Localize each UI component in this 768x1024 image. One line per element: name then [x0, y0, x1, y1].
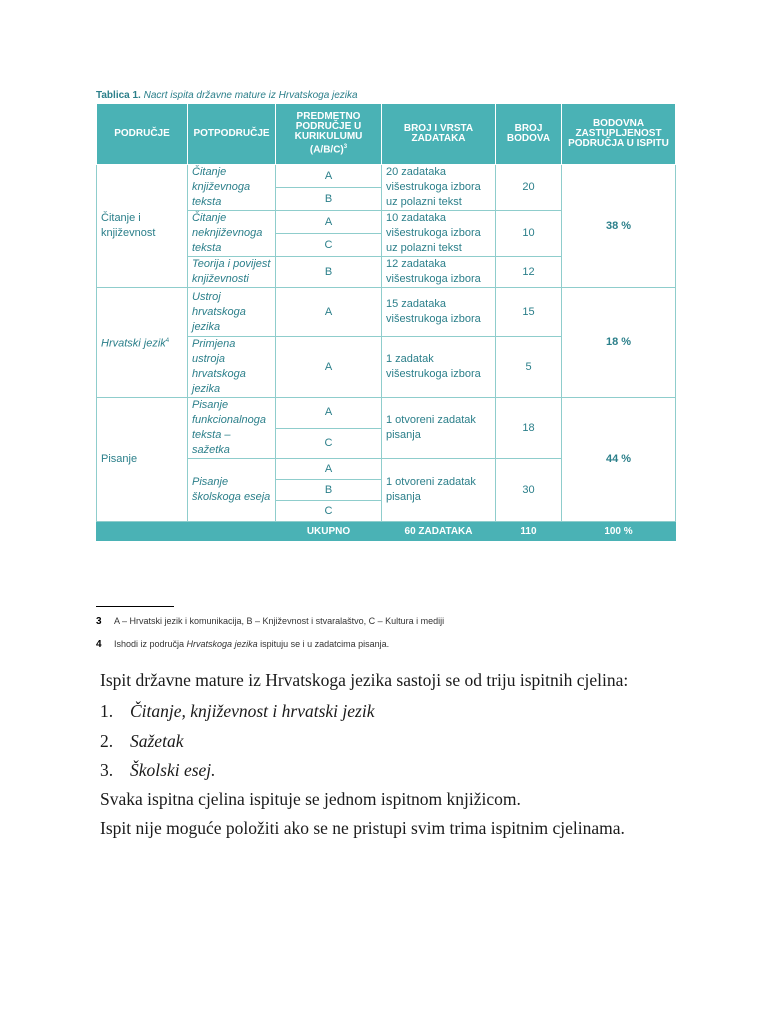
points-cell: 5	[496, 337, 562, 398]
share-cell: 18 %	[562, 288, 676, 398]
area-footnote-ref: 4	[165, 337, 170, 344]
footnote-3	[96, 616, 444, 627]
footnote-text-post: ispituju se i u zadatcima pisanja.	[257, 639, 390, 649]
subarea-cell: Pisanje školskoga eseja	[188, 459, 276, 522]
area-name: Hrvatski jezik	[101, 337, 166, 350]
intro-paragraph: Ispit državne mature iz Hrvatskoga jezika sastoji se od triju ispitnih cjelina:	[100, 670, 629, 690]
table-row	[97, 288, 676, 337]
footnote-number: 4	[96, 639, 102, 650]
table-header-row	[97, 104, 676, 165]
footnote-text-pre: Ishodi iz područja	[114, 639, 187, 649]
letter-cell: C	[276, 234, 382, 257]
header-area: PODRUČJE	[97, 104, 188, 165]
share-cell: 38 %	[562, 165, 676, 288]
letter-cell: B	[276, 480, 382, 501]
footnote-4	[96, 639, 389, 650]
area-cell: Pisanje	[97, 398, 188, 522]
table-row	[97, 398, 676, 429]
points-cell: 10	[496, 211, 562, 257]
table-row	[97, 165, 676, 188]
total-label: UKUPNO	[276, 522, 382, 541]
total-row	[97, 522, 676, 541]
subarea-cell: Primjena ustroja hrvatskoga jezika	[188, 337, 276, 398]
subarea-cell: Ustroj hrvatskoga jezika	[188, 288, 276, 337]
tasks-cell: 1 otvoreni zadatak pisanja	[382, 459, 496, 522]
total-points: 110	[496, 522, 562, 541]
header-share: BODOVNA ZASTUPLJENOST PODRUČJA U ISPITU	[562, 104, 676, 165]
tasks-cell: 15 zadataka višestrukoga izbora	[382, 288, 496, 337]
subarea-cell: Teorija i povijest književnosti	[188, 257, 276, 288]
list-text: Školski esej.	[130, 760, 216, 780]
header-subarea: POTPODRUČJE	[188, 104, 276, 165]
subarea-cell: Pisanje funkcionalnoga teksta – sažetka	[188, 398, 276, 459]
header-points: BROJ BODOVA	[496, 104, 562, 165]
header-curriculum	[276, 104, 382, 165]
letter-cell: A	[276, 398, 382, 429]
points-cell: 15	[496, 288, 562, 337]
points-cell: 30	[496, 459, 562, 522]
footnote-text: A – Hrvatski jezik i komunikacija, B – Književnost i stvaralaštvo, C – Kultura i mediji	[114, 616, 445, 626]
table-caption	[96, 90, 358, 101]
header-tasks: BROJ I VRSTA ZADATAKA	[382, 104, 496, 165]
list-item	[100, 701, 374, 722]
header-curriculum-text: PREDMETNO PODRUČJE U KURIKULUMU (A/B/C)	[294, 111, 363, 156]
list-number: 2.	[100, 731, 114, 751]
tasks-cell: 12 zadataka višestrukoga izbora	[382, 257, 496, 288]
tasks-cell: 1 otvoreni zadatak pisanja	[382, 398, 496, 459]
caption-label: Tablica 1.	[96, 90, 141, 101]
letter-cell: A	[276, 459, 382, 480]
letter-cell: A	[276, 211, 382, 234]
letter-cell: B	[276, 257, 382, 288]
list-number: 3.	[100, 760, 114, 780]
footnote-divider	[96, 606, 174, 607]
area-cell: Čitanje i književnost	[97, 165, 188, 288]
list-item	[100, 731, 183, 752]
total-empty-cell	[97, 522, 188, 541]
list-text: Čitanje, književnost i hrvatski jezik	[130, 701, 375, 721]
header-footnote-ref: 3	[343, 144, 348, 151]
letter-cell: A	[276, 337, 382, 398]
points-cell: 12	[496, 257, 562, 288]
letter-cell: C	[276, 428, 382, 459]
tasks-cell: 20 zadataka višestrukoga izbora uz polazni tekst	[382, 165, 496, 211]
footnote-text-em: Hrvatskoga jezika	[186, 639, 258, 649]
points-cell: 20	[496, 165, 562, 211]
points-cell: 18	[496, 398, 562, 459]
total-empty-cell	[188, 522, 276, 541]
total-percent: 100 %	[562, 522, 676, 541]
letter-cell: B	[276, 188, 382, 211]
letter-cell: C	[276, 501, 382, 522]
tasks-cell: 10 zadataka višestrukoga izbora uz polazni tekst	[382, 211, 496, 257]
subarea-cell: Čitanje neknjiževnoga teksta	[188, 211, 276, 257]
footnote-number: 3	[96, 616, 102, 627]
caption-text: Nacrt ispita državne mature iz Hrvatskoga jezika	[143, 90, 358, 101]
letter-cell: A	[276, 165, 382, 188]
total-tasks: 60 ZADATAKA	[382, 522, 496, 541]
list-text: Sažetak	[130, 731, 184, 751]
tasks-cell: 1 zadatak višestrukoga izbora	[382, 337, 496, 398]
list-item	[100, 760, 216, 781]
paragraph: Ispit nije moguće položiti ako se ne pristupi svim trima ispitnim cjelinama.	[100, 818, 625, 838]
share-cell: 44 %	[562, 398, 676, 522]
exam-outline-table	[96, 103, 676, 541]
subarea-cell: Čitanje književnoga teksta	[188, 165, 276, 211]
area-cell	[97, 288, 188, 398]
letter-cell: A	[276, 288, 382, 337]
paragraph: Svaka ispitna cjelina ispituje se jednom ispitnom knjižicom.	[100, 789, 521, 809]
list-number: 1.	[100, 701, 114, 721]
